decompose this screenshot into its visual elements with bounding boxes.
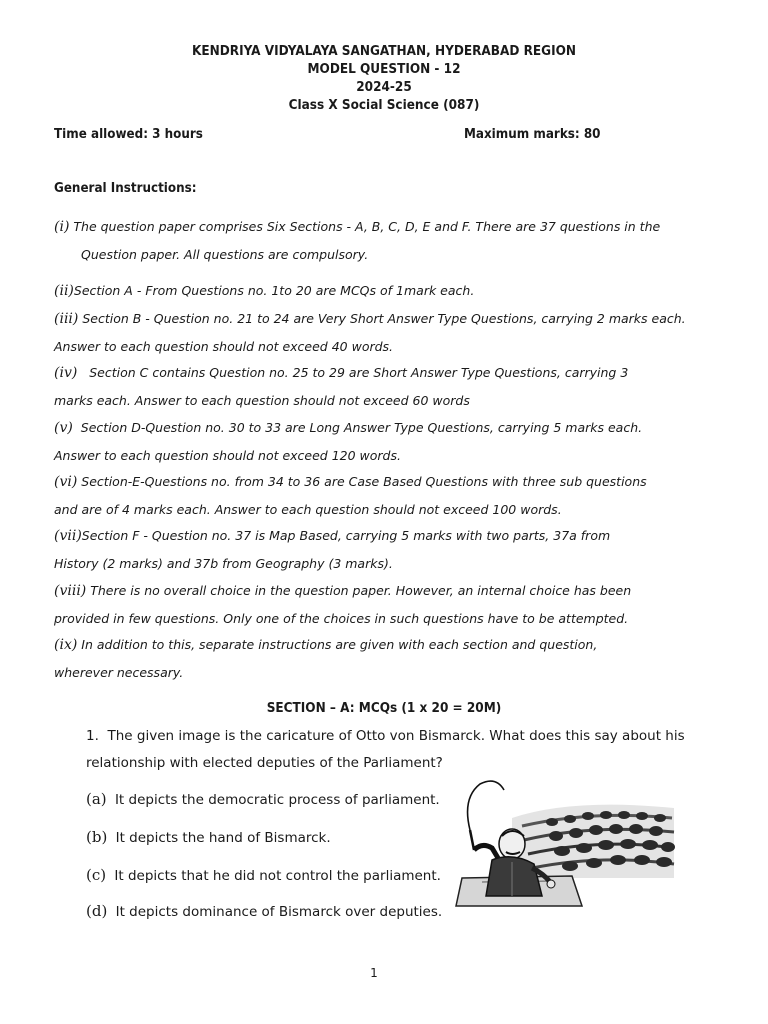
- instruction-text: History (2 marks) and 37b from Geography (3 marks).: [54, 556, 393, 571]
- instruction-text: Question paper. All questions are compulsory.: [81, 247, 369, 262]
- option-b: [86, 828, 331, 846]
- instruction-label: (i): [54, 219, 70, 235]
- instruction-label: (vii): [54, 528, 82, 544]
- header-paper-title: MODEL QUESTION - 12: [307, 62, 461, 77]
- instruction-label: (vi): [54, 474, 78, 490]
- instruction-label: (iii): [54, 311, 79, 327]
- instruction-item: [54, 305, 694, 360]
- option-text: It depicts that he did not control the parliament.: [114, 868, 441, 884]
- page-number: 1: [370, 966, 378, 980]
- instruction-text: Answer to each question should not exceed 120 words.: [54, 448, 401, 463]
- instruction-text: Section D-Question no. 30 to 33 are Long Answer Type Questions, carrying 5 marks each.: [80, 420, 643, 435]
- instruction-text: There is no overall choice in the question paper. However, an internal choice has been: [90, 583, 632, 598]
- time-allowed: Time allowed: 3 hours: [54, 127, 203, 142]
- header-class-subject: Class X Social Science (087): [288, 98, 480, 113]
- option-label: (b): [86, 828, 108, 846]
- instruction-item: [54, 522, 694, 577]
- instruction-text: Section A - From Questions no. 1to 20 are MCQs of 1mark each.: [73, 283, 475, 298]
- option-text: It depicts the hand of Bismarck.: [115, 830, 331, 846]
- option-label: (d): [86, 902, 108, 920]
- question-number: 1.: [86, 728, 99, 744]
- instructions-heading: General Instructions:: [54, 181, 197, 196]
- instruction-item: [54, 414, 694, 469]
- option-label: (c): [86, 866, 107, 884]
- instruction-label: (v): [54, 420, 73, 436]
- instruction-text: Section F - Question no. 37 is Map Based, carrying 5 marks with two parts, 37a from: [81, 528, 611, 543]
- instruction-label: (iv): [54, 365, 78, 381]
- instruction-text: and are of 4 marks each. Answer to each question should not exceed 100 words.: [54, 502, 562, 517]
- instruction-text: Section B - Question no. 21 to 24 are Very Short Answer Type Questions, carrying 2 marks each.: [82, 311, 686, 326]
- instruction-item: [54, 631, 694, 686]
- instruction-item: [54, 213, 694, 268]
- instruction-text: Section-E-Questions no. from 34 to 36 are Case Based Questions with three sub questions: [81, 474, 647, 489]
- instruction-item: [54, 359, 694, 414]
- option-a: [86, 790, 440, 808]
- instruction-label: (ii): [54, 283, 74, 299]
- instruction-label: (ix): [54, 637, 78, 653]
- question-1-line-1: [86, 728, 685, 744]
- instruction-label: (viii): [54, 583, 87, 599]
- instruction-text: marks each. Answer to each question should not exceed 60 words: [54, 393, 470, 408]
- option-text: It depicts the democratic process of parliament.: [114, 792, 440, 808]
- header-organization: KENDRIYA VIDYALAYA SANGATHAN, HYDERABAD REGION: [191, 44, 576, 59]
- instruction-text: wherever necessary.: [54, 665, 184, 680]
- option-c: [86, 866, 441, 884]
- instruction-text: Section C contains Question no. 25 to 29 are Short Answer Type Questions, carrying 3: [89, 365, 629, 380]
- section-a-heading: SECTION – A: MCQs (1 x 20 = 20M): [266, 701, 502, 716]
- maximum-marks: Maximum marks: 80: [464, 127, 601, 142]
- instruction-text: Answer to each question should not exceed 40 words.: [54, 339, 394, 354]
- header-session: 2024-25: [356, 80, 412, 95]
- bismarck-caricature-image: [452, 778, 676, 908]
- instruction-item: [54, 277, 694, 305]
- option-text: It depicts dominance of Bismarck over deputies.: [115, 904, 443, 920]
- option-d: [86, 902, 442, 920]
- option-label: (a): [86, 790, 107, 808]
- instruction-text: The question paper comprises Six Sections - A, B, C, D, E and F. There are 37 questions in the: [73, 219, 661, 234]
- question-1-line-2: relationship with elected deputies of the Parliament?: [86, 755, 443, 771]
- instruction-text: In addition to this, separate instructions are given with each section and question,: [81, 637, 598, 652]
- instruction-item: [54, 577, 694, 632]
- instruction-item: [54, 468, 694, 523]
- question-text: The given image is the caricature of Otto von Bismarck. What does this say about his: [107, 728, 685, 744]
- instruction-text: provided in few questions. Only one of the choices in such questions have to be attempted.: [54, 611, 629, 626]
